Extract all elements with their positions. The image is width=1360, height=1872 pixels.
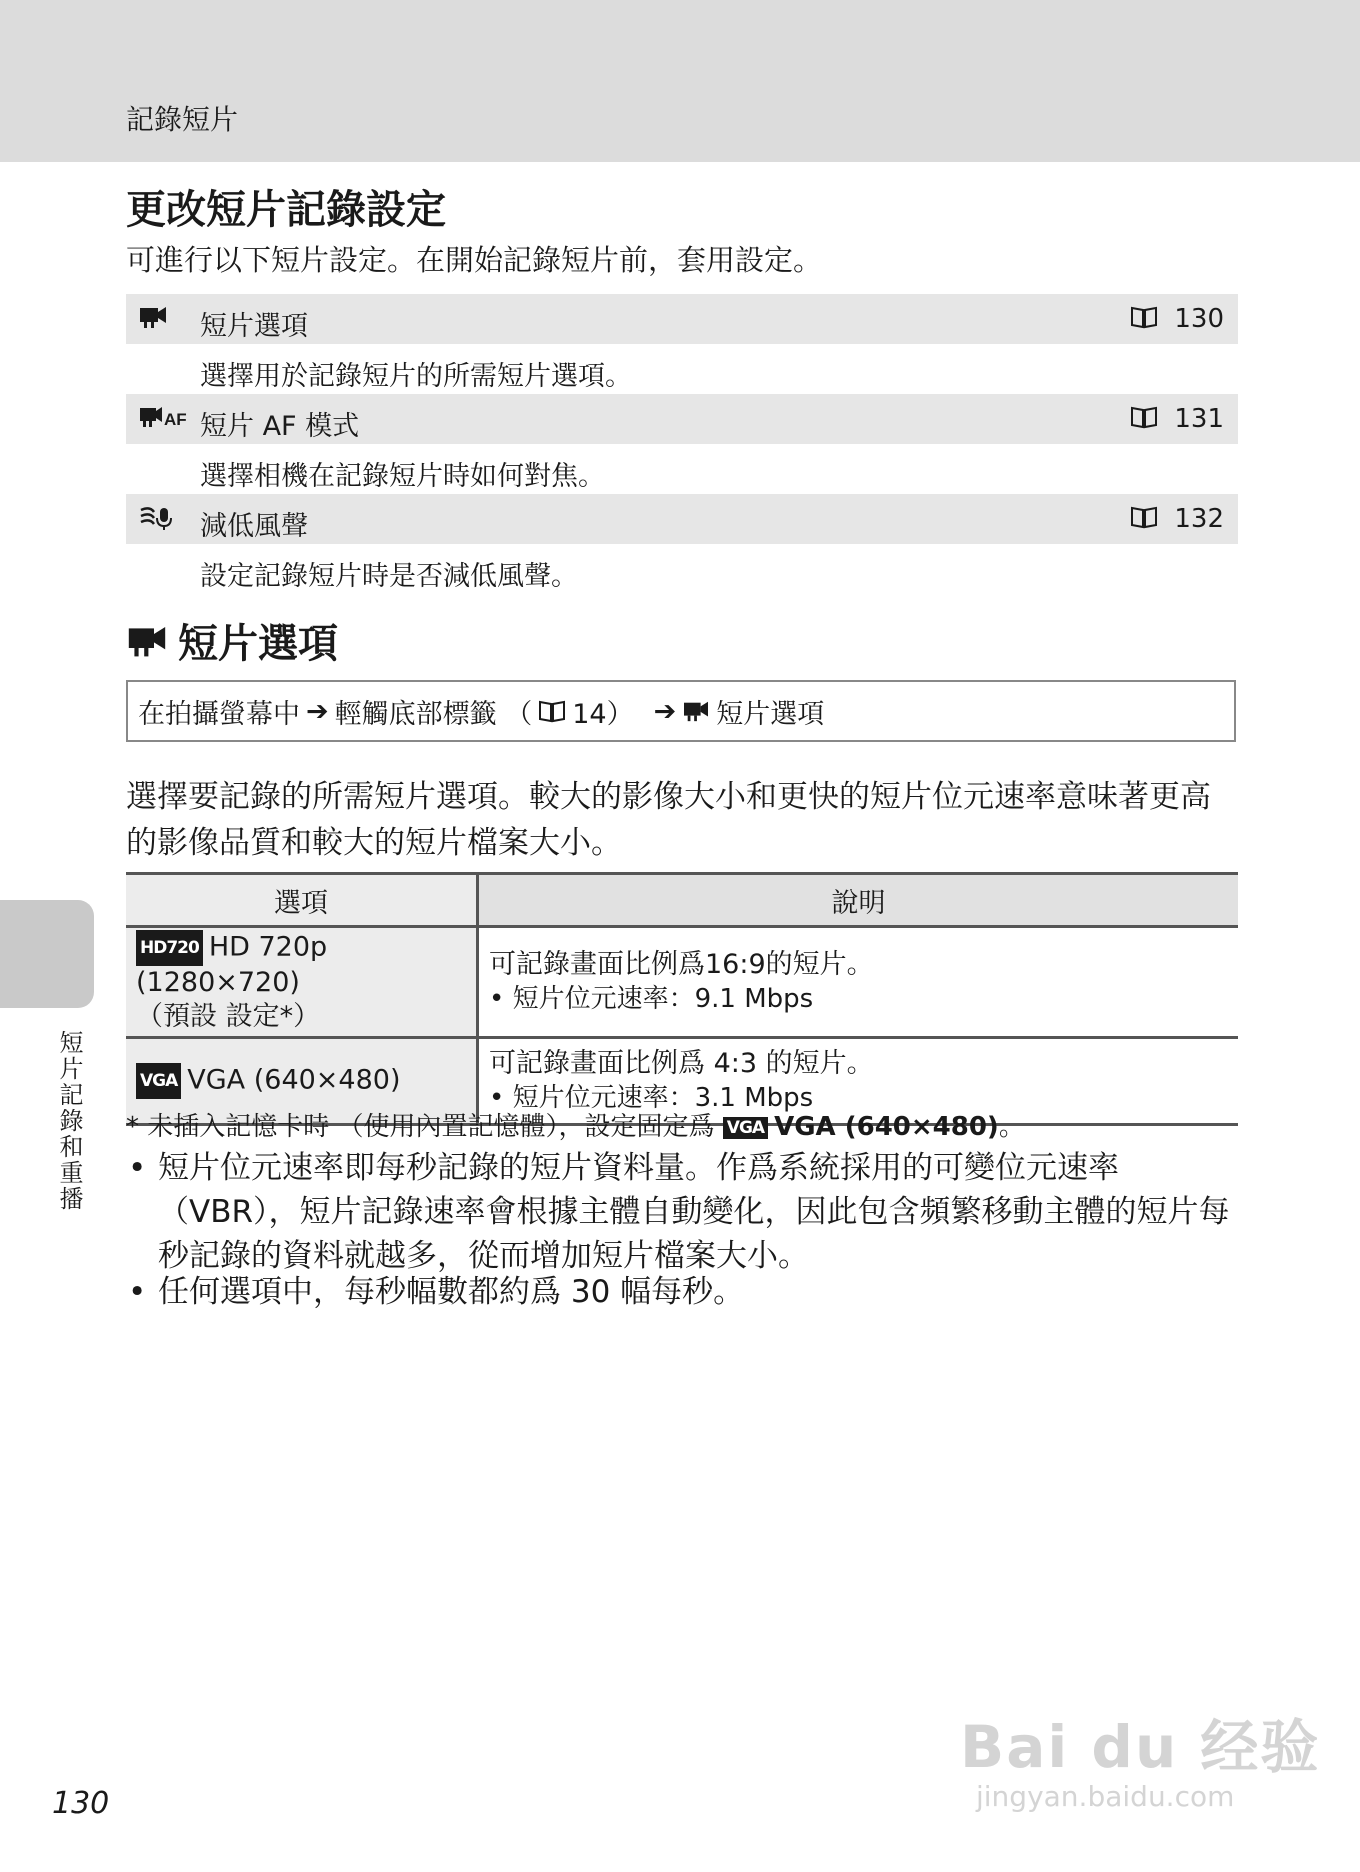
- movie-options-table: [126, 872, 1238, 1126]
- desc-text: 可記錄畫面比例爲16:9的短片。: [489, 949, 874, 980]
- book-icon: [1130, 305, 1158, 329]
- vga-icon: VGA: [136, 1063, 181, 1099]
- navigation-path: [126, 680, 1236, 742]
- section-title-movie-options: [126, 612, 338, 669]
- chapter-title: 記錄短片: [126, 103, 239, 136]
- arrow-icon: ➔: [306, 695, 329, 727]
- watermark-url: jingyan.baidu.com: [976, 1780, 1235, 1813]
- chapter-side-label: 短片記錄和重播: [55, 1030, 83, 1212]
- nav-part: 輕觸底部標籤 （: [334, 698, 533, 730]
- option-name: HD 720p (1280×720): [136, 931, 328, 998]
- desc-cell: [478, 927, 1239, 1038]
- bullet-item: [126, 1146, 1238, 1278]
- watermark-logo: Bai du 经验: [960, 1713, 1321, 1781]
- movie-icon: [126, 622, 168, 660]
- option-label: 短片選項: [200, 311, 308, 342]
- section-title-text: 短片選項: [178, 621, 338, 667]
- page-number: 130: [52, 1786, 110, 1821]
- movie-icon: [682, 699, 710, 723]
- page-ref: 130: [1174, 304, 1224, 334]
- book-icon: [538, 699, 566, 723]
- desc-text: 可記錄畫面比例爲 4:3 的短片。: [489, 1048, 874, 1079]
- book-icon: [1130, 505, 1158, 529]
- table-footnote: [126, 1106, 1025, 1143]
- vga-icon: VGA: [723, 1117, 768, 1139]
- bullet-text: 短片位元速率即每秒記錄的短片資料量。作爲系統採用的可變位元速率（VBR），短片記錄速率會根據主體自動變化，因此包含頻繁移動主體的短片每秒記錄的資料就越多，從而增加短片檔案大小。: [158, 1150, 1230, 1274]
- option-desc: 選擇用於記錄短片的所需短片選項。: [200, 361, 632, 392]
- bullet-dot: •: [128, 1150, 147, 1186]
- wind-noise-icon: [138, 504, 178, 538]
- nav-part: 短片選項: [716, 698, 825, 730]
- page-ref: 131: [1174, 404, 1224, 434]
- option-row-movie-options[interactable]: [126, 294, 1238, 344]
- footnote-text: * 未插入記憶卡時 （使用內置記憶體），設定固定爲: [126, 1112, 715, 1142]
- chapter-tab: [0, 900, 94, 1008]
- option-note: （預設 設定*）: [136, 1001, 321, 1032]
- movie-options-paragraph: 選擇要記錄的所需短片選項。較大的影像大小和更快的短片位元速率意味著更高的影像品質和較大的短片檔案大小。: [126, 779, 1211, 861]
- arrow-icon: ➔: [653, 695, 677, 727]
- bullet-item: [126, 1270, 1238, 1314]
- svg-text:AF: AF: [164, 410, 187, 429]
- option-desc: 設定記錄短片時是否減低風聲。: [200, 561, 578, 592]
- option-name: VGA (640×480): [187, 1064, 401, 1096]
- movie-icon: [138, 304, 168, 336]
- option-row-movie-af[interactable]: [126, 394, 1238, 444]
- movie-af-icon: [138, 404, 187, 436]
- footnote-bold: VGA (640×480): [774, 1112, 999, 1142]
- option-row-wind-noise[interactable]: [126, 494, 1238, 544]
- page-ref: 132: [1174, 504, 1224, 534]
- footnote-suffix: 。: [998, 1112, 1025, 1142]
- bullet-dot: •: [128, 1274, 147, 1310]
- nav-page-ref: 14）: [572, 698, 634, 730]
- nav-part: 在拍攝螢幕中: [138, 698, 300, 730]
- hd720-icon: HD720: [136, 930, 203, 966]
- option-label: 短片 AF 模式: [200, 411, 360, 442]
- option-cell: [126, 927, 478, 1038]
- book-icon: [1130, 405, 1158, 429]
- option-label: 減低風聲: [200, 511, 308, 542]
- section-intro: 可進行以下短片設定。在開始記錄短片前，套用設定。: [126, 243, 823, 277]
- table-row[interactable]: [126, 927, 1238, 1038]
- option-desc: 選擇相機在記錄短片時如何對焦。: [200, 461, 605, 492]
- table-header: 說明: [478, 874, 1239, 927]
- bitrate-text: • 短片位元速率：3.1 Mbps: [489, 1083, 814, 1113]
- section-title-settings: 更改短片記錄設定: [126, 187, 446, 233]
- bullet-text: 任何選項中，每秒幅數都約爲 30 幅每秒。: [158, 1274, 745, 1310]
- table-header: 選項: [126, 874, 478, 927]
- bitrate-text: • 短片位元速率：9.1 Mbps: [489, 984, 814, 1014]
